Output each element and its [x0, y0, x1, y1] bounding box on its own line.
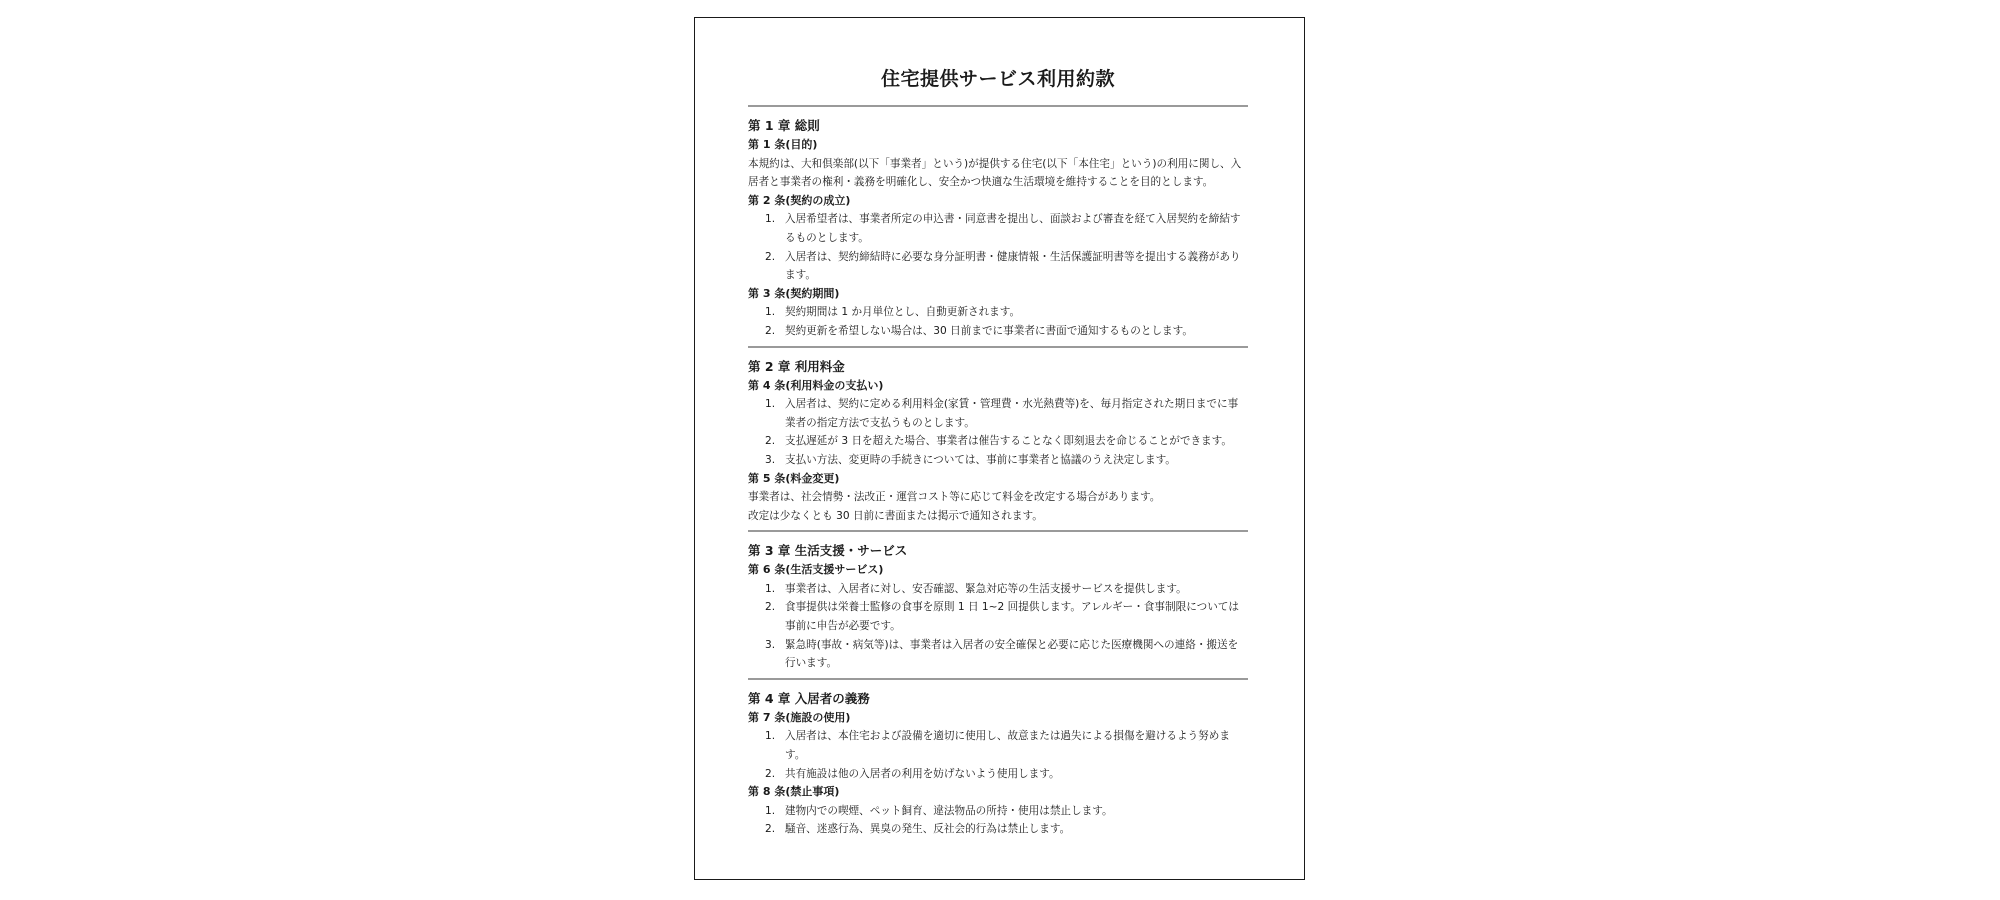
article-heading: 第 6 条(生活支援サービス) [748, 563, 884, 577]
list-item [748, 451, 1248, 470]
chapter-divider [748, 530, 1248, 532]
list-item-number: 3. [765, 638, 776, 651]
list-item [748, 322, 1248, 341]
chapter-heading: 第 1 章 総則 [748, 118, 820, 133]
article-heading: 第 4 条(利用料金の支払い) [748, 378, 884, 392]
document-content [748, 18, 1248, 839]
list-item [748, 598, 1248, 635]
list-item-number: 1. [765, 213, 776, 226]
list-item-text: 支払遅延が 3 日を超えた場合、事業者は催告することなく即刻退去を命じることができます。 [785, 435, 1232, 448]
article-heading: 第 5 条(料金変更) [748, 471, 840, 485]
list-item [748, 727, 1248, 764]
chapter-heading: 第 2 章 利用料金 [748, 358, 845, 374]
list-item-text: 契約期間は 1 か月単位とし、自動更新されます。 [785, 306, 1021, 319]
list-item [748, 432, 1248, 451]
list-item-text: 緊急時(事故・病気等)は、事業者は入居者の安全確保と必要に応じた医療機関への連絡・搬送を行います。 [785, 638, 1239, 670]
chapter-heading: 第 4 章 入居者の義務 [748, 690, 870, 706]
list-item-text: 共有施設は他の入居者の利用を妨げないよう使用します。 [785, 767, 1060, 780]
list-item [748, 802, 1248, 821]
chapter-section [748, 118, 1248, 341]
list-item-text: 建物内での喫煙、ペット飼育、違法物品の所持・使用は禁止します。 [785, 804, 1113, 817]
list-item [748, 395, 1248, 432]
list-item-number: 1. [765, 306, 776, 319]
list-item-text: 契約更新を希望しない場合は、30 日前までに事業者に書面で通知するものとします。 [785, 324, 1193, 337]
article-heading: 第 3 条(契約期間) [748, 286, 840, 300]
list-item-number: 2. [765, 601, 776, 614]
list-item-number: 2. [765, 767, 776, 780]
chapters-container [748, 118, 1248, 839]
article-item-list [748, 395, 1248, 469]
document-page [694, 17, 1305, 880]
article-item-list [748, 727, 1248, 783]
list-item-text: 事業者は、入居者に対し、安否確認、緊急対応等の生活支援サービスを提供します。 [785, 582, 1187, 595]
article-item-list [748, 580, 1248, 673]
article-paragraph: 改定は少なくとも 30 日前に書面または掲示で通知されます。 [748, 509, 1043, 522]
article-heading: 第 1 条(目的) [748, 138, 818, 151]
list-item [748, 820, 1248, 839]
list-item [748, 580, 1248, 599]
title-divider [748, 105, 1248, 107]
article-item-list [748, 802, 1248, 839]
list-item-text: 食事提供は栄養士監修の食事を原則 1 日 1~2 回提供します。アレルギー・食事制限については事前に申告が必要です。 [785, 601, 1239, 633]
list-item [748, 636, 1248, 673]
article-heading: 第 8 条(禁止事項) [748, 785, 840, 799]
article-item-list [748, 303, 1248, 340]
article-paragraph: 本規約は、大和倶楽部(以下「事業者」という)が提供する住宅(以下「本住宅」という)の利用に関し、入居者と事業者の権利・義務を明確化し、安全かつ快適な生活環境を維持することを目的とします。 [748, 157, 1242, 189]
list-item-number: 1. [765, 730, 776, 743]
chapter-heading: 第 3 章 生活支援・サービス [748, 543, 908, 559]
list-item [748, 248, 1248, 285]
chapter-divider [748, 346, 1248, 348]
list-item-number: 1. [765, 398, 776, 411]
list-item-number: 2. [765, 823, 776, 836]
article-heading: 第 2 条(契約の成立) [748, 193, 851, 207]
list-item [748, 765, 1248, 784]
list-item-text: 入居者は、契約に定める利用料金(家賃・管理費・水光熱費等)を、毎月指定された期日までに事業者の指定方法で支払うものとします。 [785, 398, 1239, 429]
list-item-number: 2. [765, 250, 776, 263]
list-item-number: 1. [765, 804, 776, 817]
list-item-number: 3. [765, 453, 776, 466]
list-item-text: 支払い方法、変更時の手続きについては、事前に事業者と協議のうえ決定します。 [785, 453, 1176, 466]
chapter-section [748, 691, 1248, 839]
list-item-number: 1. [765, 582, 776, 595]
list-item [748, 210, 1248, 247]
article-heading: 第 7 条(施設の使用) [748, 710, 851, 724]
document-title: 住宅提供サービス利用約款 [880, 68, 1115, 90]
list-item [748, 303, 1248, 322]
chapter-divider [748, 678, 1248, 680]
list-item-number: 2. [765, 324, 776, 337]
list-item-text: 騒音、迷惑行為、異臭の発生、反社会的行為は禁止します。 [785, 823, 1071, 836]
list-item-text: 入居者は、本住宅および設備を適切に使用し、故意または過失による損傷を避けるよう努めます。 [785, 730, 1230, 762]
chapter-section [748, 543, 1248, 673]
article-item-list [748, 210, 1248, 284]
article-paragraph: 事業者は、社会情勢・法改正・運営コスト等に応じて料金を改定する場合があります。 [748, 491, 1161, 504]
list-item-text: 入居者は、契約締結時に必要な身分証明書・健康情報・生活保護証明書等を提出する義務があります。 [785, 250, 1241, 282]
chapter-section [748, 359, 1248, 526]
list-item-text: 入居希望者は、事業者所定の申込書・同意書を提出し、面談および審査を経て入居契約を締結するものとします。 [785, 213, 1241, 244]
list-item-number: 2. [765, 435, 776, 448]
